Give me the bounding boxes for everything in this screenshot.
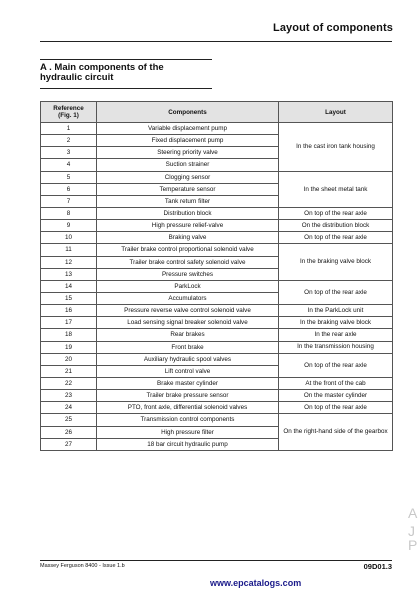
watermark: www.epcatalogs.com [210, 578, 302, 588]
component-cell: Trailer brake control safety solenoid valve [97, 256, 279, 268]
section-top-divider [40, 59, 212, 60]
ref-cell: 20 [41, 353, 97, 365]
ref-cell: 19 [41, 341, 97, 353]
table-row [41, 171, 393, 183]
table-row [41, 353, 393, 365]
section-title [40, 63, 220, 83]
side-glyph: J [408, 523, 415, 539]
side-glyph: A [408, 505, 418, 521]
table-row [41, 244, 393, 256]
header-reference-line-1: Reference [53, 105, 84, 112]
table-row [41, 317, 393, 329]
component-cell: Pressure switches [97, 268, 279, 280]
header-reference [41, 102, 97, 123]
table-row [41, 232, 393, 244]
ref-cell: 11 [41, 244, 97, 256]
ref-cell: 25 [41, 414, 97, 426]
layout-cell: On top of the rear axle [279, 207, 393, 219]
ref-cell: 3 [41, 147, 97, 159]
section-title-line-1: A . Main components of the [40, 62, 164, 73]
table-row [41, 305, 393, 317]
ref-cell: 8 [41, 207, 97, 219]
component-cell: Lift control valve [97, 365, 279, 377]
layout-cell: On top of the rear axle [279, 402, 393, 414]
ref-cell: 6 [41, 183, 97, 195]
ref-cell: 16 [41, 305, 97, 317]
ref-cell: 26 [41, 426, 97, 438]
ref-cell: 18 [41, 329, 97, 341]
table-row [41, 207, 393, 219]
ref-cell: 22 [41, 377, 97, 389]
table-row [41, 390, 393, 402]
table-row [41, 341, 393, 353]
ref-cell: 21 [41, 365, 97, 377]
layout-cell: On top of the rear axle [279, 353, 393, 377]
component-cell: Trailer brake control proportional solenoid valve [97, 244, 279, 256]
component-cell: Auxiliary hydraulic spool valves [97, 353, 279, 365]
layout-cell: In the ParkLock unit [279, 305, 393, 317]
layout-cell: At the front of the cab [279, 377, 393, 389]
ref-cell: 15 [41, 292, 97, 304]
header-reference-line-2: (Fig. 1) [58, 112, 79, 119]
header-divider [40, 41, 392, 42]
component-cell: Clogging sensor [97, 171, 279, 183]
layout-cell: In the rear axle [279, 329, 393, 341]
component-cell: Fixed displacement pump [97, 135, 279, 147]
component-cell: Transmission control components [97, 414, 279, 426]
component-cell: Rear brakes [97, 329, 279, 341]
side-glyph: P [408, 537, 418, 553]
table-row [41, 414, 393, 426]
table-row [41, 377, 393, 389]
component-cell: Temperature sensor [97, 183, 279, 195]
component-cell: Brake master cylinder [97, 377, 279, 389]
layout-cell: In the braking valve block [279, 317, 393, 329]
header-layout: Layout [279, 102, 393, 123]
layout-cell: On the master cylinder [279, 390, 393, 402]
layout-cell: In the cast iron tank housing [279, 123, 393, 172]
layout-cell: In the transmission housing [279, 341, 393, 353]
layout-cell: In the braking valve block [279, 244, 393, 280]
component-cell: Accumulators [97, 292, 279, 304]
component-cell: Variable displacement pump [97, 123, 279, 135]
section-bottom-divider [40, 88, 212, 89]
component-cell: Braking valve [97, 232, 279, 244]
layout-cell: On top of the rear axle [279, 232, 393, 244]
ref-cell: 23 [41, 390, 97, 402]
table-row [41, 123, 393, 135]
layout-cell: On the distribution block [279, 220, 393, 232]
ref-cell: 12 [41, 256, 97, 268]
component-cell: High pressure relief-valve [97, 220, 279, 232]
ref-cell: 24 [41, 402, 97, 414]
ref-cell: 5 [41, 171, 97, 183]
component-cell: ParkLock [97, 280, 279, 292]
layout-cell: On top of the rear axle [279, 280, 393, 304]
component-cell: Pressure reverse valve control solenoid valve [97, 305, 279, 317]
component-cell: Tank return filter [97, 195, 279, 207]
footer-divider [40, 560, 392, 561]
ref-cell: 17 [41, 317, 97, 329]
component-cell: Load sensing signal breaker solenoid valve [97, 317, 279, 329]
page-title: Layout of components [273, 22, 393, 34]
layout-cell: On the right-hand side of the gearbox [279, 414, 393, 450]
ref-cell: 2 [41, 135, 97, 147]
layout-cell: In the sheet metal tank [279, 171, 393, 207]
ref-cell: 1 [41, 123, 97, 135]
component-cell: 18 bar circuit hydraulic pump [97, 438, 279, 450]
table-header-row [41, 102, 393, 123]
component-cell: Steering priority valve [97, 147, 279, 159]
component-cell: Suction strainer [97, 159, 279, 171]
table-row [41, 280, 393, 292]
component-cell: PTO, front axle, differential solenoid valves [97, 402, 279, 414]
component-cell: Front brake [97, 341, 279, 353]
footer-page-code: 09D01.3 [363, 562, 392, 571]
footer-publication: Massey Ferguson 8400 - Issue 1.b [40, 563, 125, 569]
ref-cell: 7 [41, 195, 97, 207]
table-row [41, 402, 393, 414]
ref-cell: 4 [41, 159, 97, 171]
table-row [41, 220, 393, 232]
ref-cell: 14 [41, 280, 97, 292]
component-cell: Distribution block [97, 207, 279, 219]
ref-cell: 27 [41, 438, 97, 450]
components-table [40, 101, 393, 451]
ref-cell: 10 [41, 232, 97, 244]
component-cell: High pressure filter [97, 426, 279, 438]
ref-cell: 9 [41, 220, 97, 232]
ref-cell: 13 [41, 268, 97, 280]
header-components: Components [97, 102, 279, 123]
section-title-line-2: hydraulic circuit [40, 72, 114, 83]
table-row [41, 329, 393, 341]
component-cell: Trailer brake pressure sensor [97, 390, 279, 402]
